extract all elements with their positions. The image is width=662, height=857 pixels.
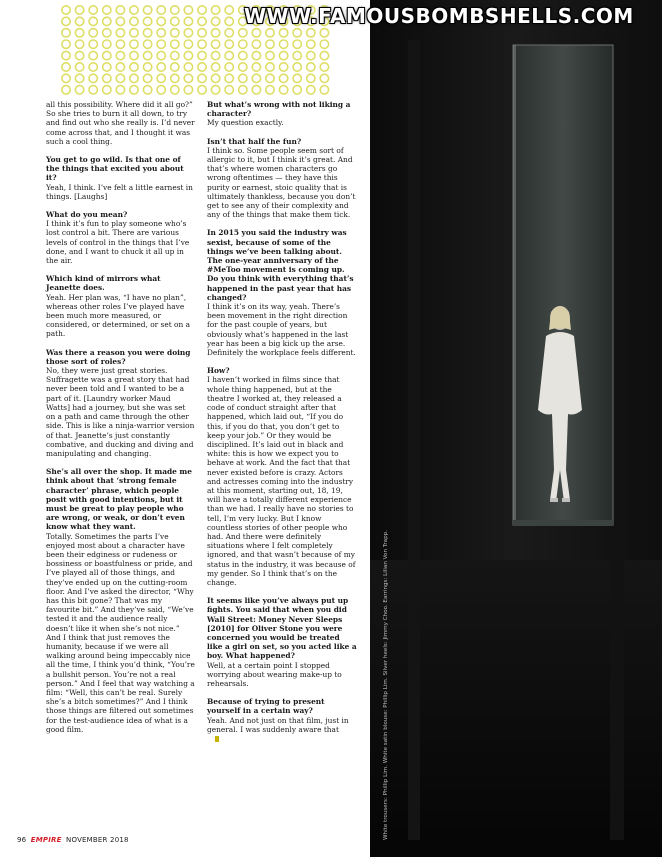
decorative-dot [320, 74, 328, 82]
decorative-dot [116, 29, 124, 37]
decorative-dot [89, 40, 97, 48]
qa-block [207, 366, 357, 587]
decorative-dot [103, 17, 111, 25]
continued-marker-icon [215, 736, 219, 742]
decorative-dot [116, 51, 124, 59]
decorative-dot [225, 86, 233, 94]
decorative-dot [89, 6, 97, 14]
decorative-dot [62, 40, 70, 48]
decorative-dot [75, 17, 83, 25]
decorative-dot [157, 6, 165, 14]
question-text: How? [207, 366, 230, 376]
qa-block [46, 467, 196, 734]
decorative-dot [62, 17, 70, 25]
decorative-dot [116, 6, 124, 14]
qa-block [207, 100, 357, 128]
decorative-dot [198, 51, 206, 59]
decorative-dot [198, 86, 206, 94]
decorative-dot [184, 74, 192, 82]
qa-block [46, 348, 196, 458]
decorative-dot [225, 51, 233, 59]
decorative-dot [307, 29, 315, 37]
decorative-dot [62, 74, 70, 82]
decorative-dot [171, 6, 179, 14]
decorative-dot [157, 86, 165, 94]
decorative-dot [143, 74, 151, 82]
decorative-dot [171, 17, 179, 25]
answer-text: Totally. Sometimes the parts I’ve enjoyed most about a character have been their edginess or rudeness or bossiness or boastfulness or pride, and I’ve played all of those things, and they’ve ended up on the cutting-room floor. And I’ve asked the director, “Why has this bit gone? That was my favourite bit.” And they’ve said, “We’ve tested it and the audience really doesn’t like it when she’s not nice.” And I think that just removes the humanity, because if we were all walking around being impeccably nice all the time, I think you’d think, “You’re a bullshit person. You’re not a real person.” And I feel that way watching a film: “Well, this can’t be real. Surely she’s a bitch sometimes?” And I think those things are filtered out sometimes for the test-audience idea of what is a good film. [46, 531, 195, 734]
decorative-dot [266, 51, 274, 59]
decorative-dot [103, 86, 111, 94]
decorative-dot [239, 29, 247, 37]
decorative-dot [184, 51, 192, 59]
decorative-dot [211, 86, 219, 94]
decorative-dot [143, 51, 151, 59]
decorative-dot [211, 63, 219, 71]
decorative-dot [184, 86, 192, 94]
decorative-dot [116, 86, 124, 94]
decorative-dot [89, 51, 97, 59]
decorative-dot [184, 63, 192, 71]
decorative-dot [62, 51, 70, 59]
answer-text: I think it’s on its way, yeah. There’s been movement in the right direction for the past couple of years, but obviously what’s happened in the last year has been a big kick up the arse. Definitely the workplace feels different. [207, 302, 356, 358]
decorative-dot [211, 29, 219, 37]
decorative-dot [307, 74, 315, 82]
decorative-dot [198, 63, 206, 71]
decorative-dot [307, 51, 315, 59]
decorative-dot [266, 86, 274, 94]
decorative-dot [320, 86, 328, 94]
question-text: What do you mean? [46, 210, 128, 220]
decorative-dot [198, 40, 206, 48]
question-text: Isn’t that half the fun? [207, 136, 302, 146]
answer-text: I think it’s fun to play someone who’s lost control a bit. There are various levels of control in the things that I’ve done, and I want to chuck it all up in the air. [46, 219, 190, 266]
decorative-dot [225, 63, 233, 71]
question-text: You get to go wild. Is that one of the things that excited you about it? [46, 155, 184, 183]
decorative-dot [293, 86, 301, 94]
decorative-dot [103, 40, 111, 48]
decorative-dot [143, 40, 151, 48]
answer-text: Yeah. And not just on that film, just in general. I was suddenly aware that [207, 715, 349, 734]
issue-date: NOVEMBER 2018 [66, 836, 129, 844]
decorative-dot [130, 17, 138, 25]
decorative-dot [116, 63, 124, 71]
decorative-dot [116, 74, 124, 82]
decorative-dot [293, 51, 301, 59]
decorative-dot [279, 74, 287, 82]
qa-block [46, 155, 196, 201]
decorative-dot [75, 86, 83, 94]
decorative-dot [157, 51, 165, 59]
decorative-dot [307, 63, 315, 71]
decorative-dot [293, 74, 301, 82]
decorative-dot [198, 6, 206, 14]
decorative-dot [252, 86, 260, 94]
decorative-dot [103, 6, 111, 14]
qa-block [207, 697, 357, 743]
decorative-dot [171, 86, 179, 94]
decorative-dot [157, 17, 165, 25]
question-text: In 2015 you said the industry was sexist, because of some of the things we’ve been talking about. The one-year anniversary of the #MeToo movement is coming up. Do you think with everything that’s happened in the past year that has changed? [207, 228, 354, 302]
decorative-dot [89, 74, 97, 82]
decorative-dot [130, 74, 138, 82]
decorative-dot [75, 29, 83, 37]
decorative-dot [184, 29, 192, 37]
decorative-dot [116, 17, 124, 25]
qa-block [207, 596, 357, 688]
page-number: 96 [17, 836, 27, 844]
decorative-dot [143, 86, 151, 94]
decorative-dot [239, 86, 247, 94]
decorative-dot [143, 63, 151, 71]
editorial-photo [370, 0, 662, 857]
decorative-dot [225, 17, 233, 25]
decorative-dot [198, 29, 206, 37]
decorative-dot [266, 40, 274, 48]
decorative-dot [171, 63, 179, 71]
paragraph [46, 100, 196, 146]
decorative-dot [62, 86, 70, 94]
decorative-dot [62, 29, 70, 37]
decorative-dot [211, 17, 219, 25]
decorative-dot [225, 6, 233, 14]
decorative-dot [130, 29, 138, 37]
answer-text: I haven’t worked in films since that whole thing happened, but at the theatre I worked at, they released a code of conduct straight after that happened, which laid out, “If you do this, if you do that, you don’t get to keep your job.” Or they would be disciplined. It’s laid out in black and white: this is how we expect you to behave at work. And the fact that that never existed before is crazy. Actors and actresses coming into the industry at this moment, starting out, 18, 19, will have a totally different experience than we had. I really have no stories to tell, I’m very lucky. But I know countless stories of other people who had. And there were definitely situations where I felt completely ignored, and that wasn’t because of my status in the industry, it was because of my gender. So I think that’s on the change. [207, 375, 356, 587]
question-text: But what’s wrong with not liking a character? [207, 100, 351, 119]
decorative-dot [89, 63, 97, 71]
decorative-dot [89, 29, 97, 37]
decorative-dot [279, 51, 287, 59]
decorative-dot [266, 29, 274, 37]
decorative-dot [307, 40, 315, 48]
decorative-dot [266, 63, 274, 71]
decorative-dot [279, 29, 287, 37]
decorative-dot [184, 6, 192, 14]
decorative-dot [211, 6, 219, 14]
decorative-dot [89, 86, 97, 94]
answer-text: Yeah. Her plan was, “I have no plan”, whereas other roles I’ve played have been much more measured, or considered, or determined, or set on a path. [46, 292, 190, 339]
answer-text: Yeah, I think. I’ve felt a little earnest in things. [Laughs] [46, 182, 193, 201]
decorative-dot [211, 74, 219, 82]
question-text: She’s all over the shop. It made me think about that ‘strong female character’ phrase, which people posit with good intentions, but it must be great to play people who are wrong, or weak, or don’t even know what they want. [46, 467, 192, 532]
decorative-dot [252, 63, 260, 71]
decorative-dot [279, 40, 287, 48]
decorative-dot [103, 74, 111, 82]
decorative-dot [75, 51, 83, 59]
decorative-dot [184, 40, 192, 48]
decorative-dot [225, 40, 233, 48]
decorative-dot [157, 74, 165, 82]
decorative-dot [320, 40, 328, 48]
question-text: Because of trying to present yourself in a certain way? [207, 697, 325, 716]
decorative-dot [225, 29, 233, 37]
decorative-dot [211, 40, 219, 48]
photo-credits: White trousers: Phillip Lim. White satin blouse: Phillip Lim. Silver heels: Jimmy Choo. Earrings: Lilian Von Trapp. [383, 530, 389, 840]
decorative-dot [293, 63, 301, 71]
decorative-dot [171, 51, 179, 59]
decorative-dot [130, 51, 138, 59]
decorative-dot [211, 51, 219, 59]
decorative-dot [225, 74, 233, 82]
answer-text: No, they were just great stories. Suffragette was a great story that had never been told and I wanted to be a part of it. [Laundry worker Maud Watts] had a journey, but she was set on a path and came through the other side. This is like a ninja-warrior version of that. Jeanette’s just constantly combative, and ducking and diving and manipulating and changing. [46, 366, 195, 458]
qa-block [46, 210, 196, 265]
decorative-dot [239, 63, 247, 71]
answer-text: Well, at a certain point I stopped worrying about wearing make-up to rehearsals. [207, 660, 342, 688]
decorative-dot [171, 29, 179, 37]
decorative-dot [143, 29, 151, 37]
decorative-dot [239, 51, 247, 59]
decorative-dot [171, 40, 179, 48]
decorative-dot [157, 40, 165, 48]
photo-illustration [370, 0, 662, 857]
decorative-dot [75, 6, 83, 14]
decorative-dot [116, 40, 124, 48]
decorative-dot [143, 17, 151, 25]
answer-text: all this possibility. Where did it all go?” So she tries to burn it all down, to try and find out who she really is. I’d never come across that, and I thought it was such a cool thing. [46, 100, 195, 146]
qa-block [207, 137, 357, 220]
decorative-dot [293, 40, 301, 48]
decorative-dot [62, 6, 70, 14]
decorative-dot [75, 63, 83, 71]
decorative-dot [62, 63, 70, 71]
decorative-dot [239, 40, 247, 48]
decorative-dot [157, 63, 165, 71]
decorative-dot [320, 63, 328, 71]
magazine-logo: EMPIRE [30, 836, 62, 844]
decorative-dot [75, 40, 83, 48]
decorative-dot [252, 51, 260, 59]
decorative-dot [198, 74, 206, 82]
decorative-dot [184, 17, 192, 25]
decorative-dot [143, 6, 151, 14]
decorative-dot [130, 63, 138, 71]
answer-text: I think so. Some people seem sort of allergic to it, but I think it’s great. And that’s where women characters go wrong oftentimes — they have this purity or earnest, stoic quality that is ultimately thankless, because you don’t get to see any of their complexity and any of the things that make them tick. [207, 145, 356, 220]
question-text: Was there a reason you were doing those sort of roles? [46, 347, 191, 366]
decorative-dot [103, 63, 111, 71]
qa-block [46, 274, 196, 338]
decorative-dot [89, 17, 97, 25]
decorative-dot [293, 29, 301, 37]
decorative-dot [279, 86, 287, 94]
decorative-dot [307, 86, 315, 94]
decorative-dot [252, 40, 260, 48]
answer-text: My question exactly. [207, 118, 284, 128]
decorative-dot [171, 74, 179, 82]
decorative-dot [130, 40, 138, 48]
qa-block [207, 228, 357, 357]
decorative-dot [320, 29, 328, 37]
decorative-dot [198, 17, 206, 25]
decorative-dot [157, 29, 165, 37]
decorative-dot [320, 51, 328, 59]
decorative-dot [239, 74, 247, 82]
decorative-dot [279, 63, 287, 71]
decorative-dot [103, 51, 111, 59]
article-column-2 [207, 100, 357, 752]
page-footer [17, 836, 129, 844]
article-column-1 [46, 100, 196, 743]
decorative-dot [103, 29, 111, 37]
decorative-dot [266, 74, 274, 82]
decorative-dot [75, 74, 83, 82]
decorative-dot [130, 86, 138, 94]
decorative-dot [252, 29, 260, 37]
question-text: It seems like you’ve always put up fights. You said that when you did Wall Street: Money Never Sleeps [2010] for Oliver Stone you were concerned you would be treated like a girl on set, so you acted like a boy. What happened? [207, 596, 357, 661]
decorative-dot [130, 6, 138, 14]
question-text: Which kind of mirrors what Jeanette does. [46, 274, 161, 293]
decorative-dot [252, 74, 260, 82]
watermark-text: WWW.FAMOUSBOMBSHELLS.COM [244, 4, 634, 28]
